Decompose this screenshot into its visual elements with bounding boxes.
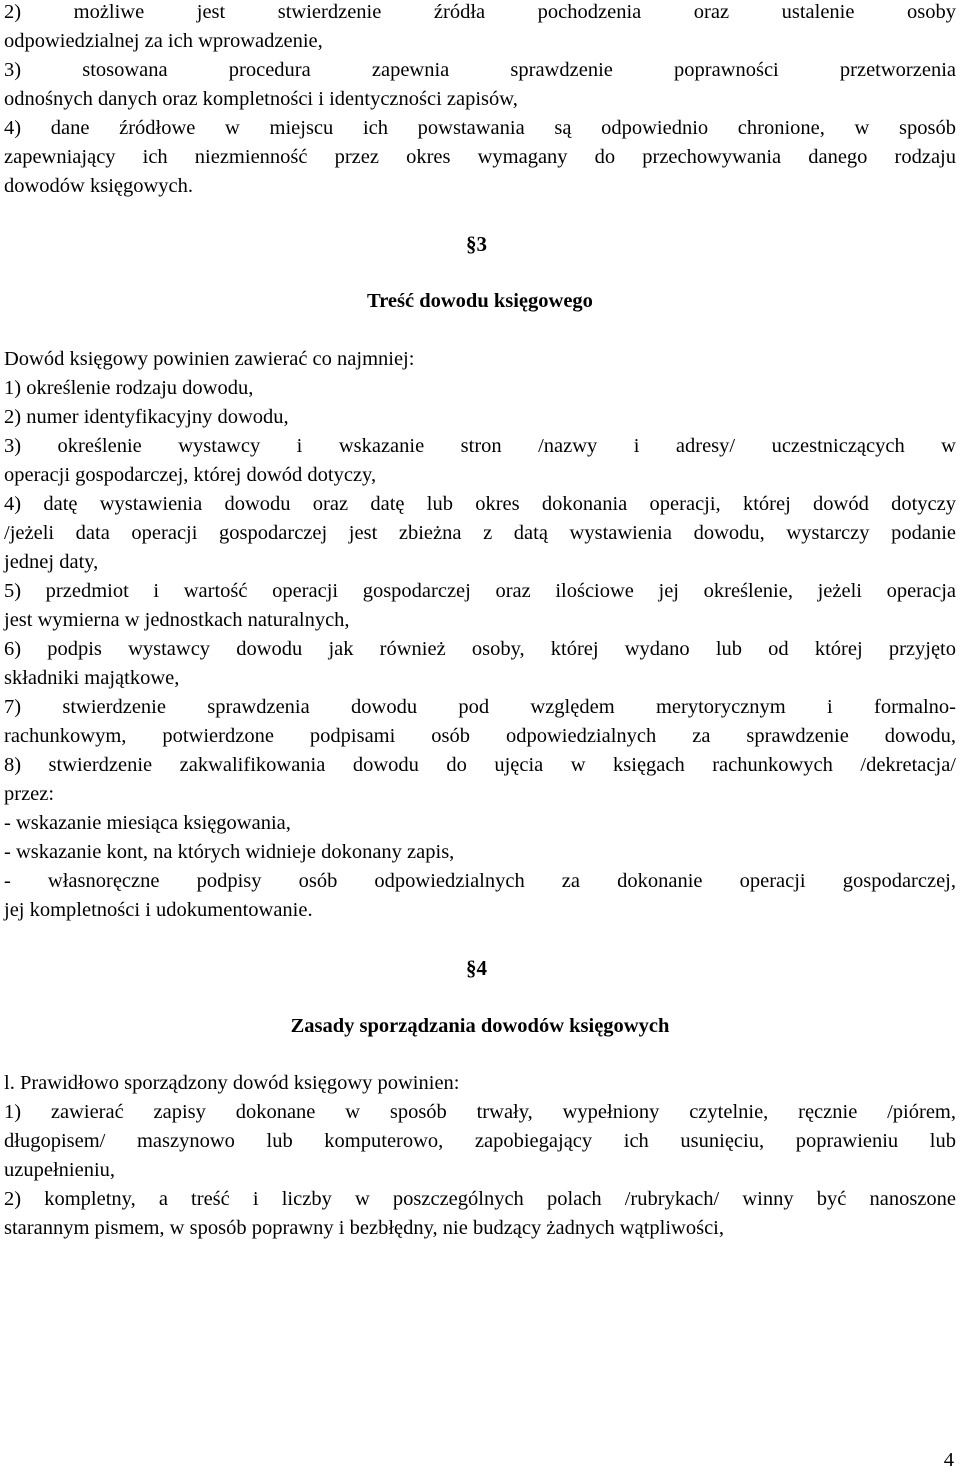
text-line: jej kompletności i udokumentowanie.: [4, 899, 313, 921]
text-line: 3) stosowana procedura zapewnia sprawdzenie poprawności przetworzenia: [4, 59, 956, 81]
text-line: 4) dane źródłowe w miejscu ich powstawania są odpowiednio chronione, w sposób: [4, 117, 956, 139]
text-line: l. Prawidłowo sporządzony dowód księgowy powinien:: [4, 1072, 460, 1094]
text-line: operacji gospodarczej, której dowód dotyczy,: [4, 464, 377, 486]
text-line: Dowód księgowy powinien zawierać co najmniej:: [4, 348, 415, 370]
text-line: rachunkowym, potwierdzone podpisami osób odpowiedzialnych za sprawdzenie dowodu,: [4, 725, 956, 747]
text-line: 2) możliwe jest stwierdzenie źródła pochodzenia oraz ustalenie osoby: [4, 1, 956, 23]
text-line: uzupełnieniu,: [4, 1159, 116, 1181]
list-item: - wskazanie kont, na których widnieje dokonany zapis,: [4, 841, 455, 863]
section-number: §4: [466, 956, 487, 980]
section-number: §3: [466, 232, 487, 256]
list-item: 4) datę wystawienia dowodu oraz datę lub okres dokonania operacji, której dowód dotyczy: [4, 493, 956, 515]
text-line: jest wymierna w jednostkach naturalnych,: [4, 609, 350, 631]
list-item: 2) kompletny, a treść i liczby w poszczególnych polach /rubrykach/ winny być nanoszone: [4, 1188, 956, 1210]
text-line: długopisem/ maszynowo lub komputerowo, zapobiegający ich usunięciu, poprawieniu lub: [4, 1130, 956, 1152]
text-line: przez:: [4, 783, 55, 805]
text-line: zapewniający ich niezmienność przez okres wymagany do przechowywania danego rodzaju: [4, 146, 956, 168]
section-title: Zasady sporządzania dowodów księgowych: [290, 1015, 670, 1037]
text-line: odpowiedzialnej za ich wprowadzenie,: [4, 30, 323, 52]
text-line: składniki majątkowe,: [4, 667, 180, 689]
list-item: - wskazanie miesiąca księgowania,: [4, 812, 291, 834]
list-item: 5) przedmiot i wartość operacji gospodarczej oraz ilościowe jej określenie, jeżeli operacja: [4, 580, 956, 602]
text-line: /jeżeli data operacji gospodarczej jest zbieżna z datą wystawienia dowodu, wystarczy podanie: [4, 522, 956, 544]
page-number: 4: [943, 1449, 954, 1471]
list-item: - własnoręczne podpisy osób odpowiedzialnych za dokonanie operacji gospodarczej,: [4, 870, 956, 892]
list-item: 3) określenie wystawcy i wskazanie stron /nazwy i adresy/ uczestniczących w: [4, 435, 956, 457]
list-item: 1) określenie rodzaju dowodu,: [4, 377, 254, 399]
text-line: starannym pismem, w sposób poprawny i bezbłędny, nie budzący żadnych wątpliwości,: [4, 1217, 724, 1239]
list-item: 7) stwierdzenie sprawdzenia dowodu pod względem merytorycznym i formalno-: [4, 696, 956, 718]
section-title: Treść dowodu księgowego: [367, 290, 593, 312]
list-item: 1) zawierać zapisy dokonane w sposób trwały, wypełniony czytelnie, ręcznie /piórem,: [4, 1101, 956, 1123]
list-item: 8) stwierdzenie zakwalifikowania dowodu do ujęcia w księgach rachunkowych /dekretacja/: [4, 754, 956, 776]
list-item: 6) podpis wystawcy dowodu jak również osoby, której wydano lub od której przyjęto: [4, 638, 956, 660]
list-item: 2) numer identyfikacyjny dowodu,: [4, 406, 289, 428]
text-line: odnośnych danych oraz kompletności i identyczności zapisów,: [4, 88, 518, 110]
text-line: jednej daty,: [4, 551, 99, 573]
text-line: dowodów księgowych.: [4, 175, 194, 197]
